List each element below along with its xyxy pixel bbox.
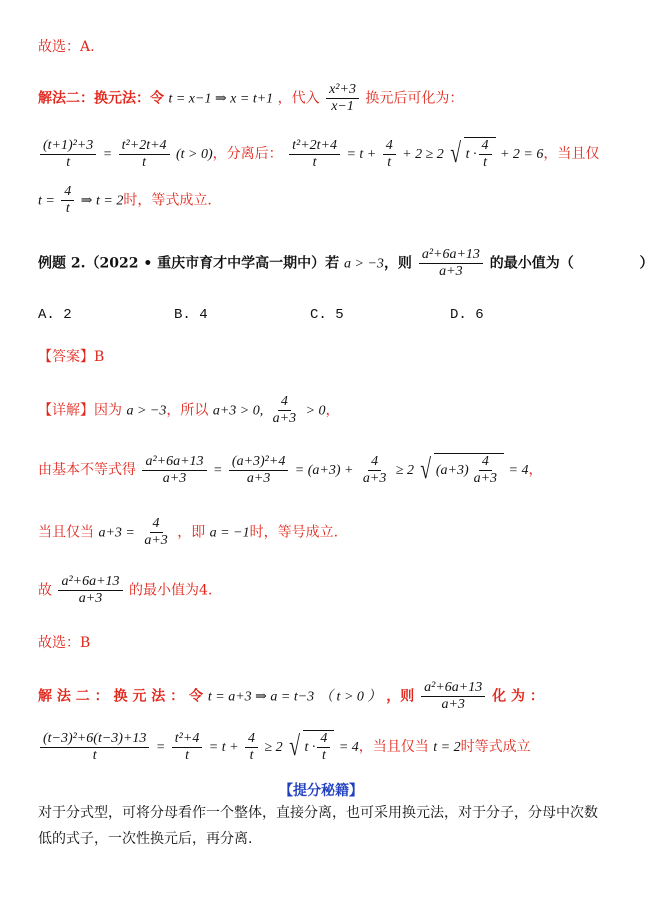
answer-line-a: 故选：A. bbox=[38, 39, 95, 55]
equality-when-line: 当且仅当 a+3 = $\frac{4}{a+3}$ ，即 a = −1时，等号成立. bbox=[38, 516, 339, 548]
example-2-question: 例题 2.（2022 • 重庆市育才中学高一期中）若 a > −3，则 $\frac{\text{a²+6a+13}}{a+3}$ 的最小值为（ ） bbox=[38, 247, 654, 279]
method2-intro-line: 解法二：换元法：令 t = x−1 ⇒ x = t+1 ，代入 $\frac{\text{x²+3}}{x-1}$ 换元后可化为： bbox=[38, 82, 464, 114]
tips-paragraph: 对于分式型，可将分母看作一个整体，直接分离，也可采用换元法，对于分子，分母中次数低的式子，一次性换元后，再分离. bbox=[38, 805, 598, 847]
basic-inequality-line: 由基本不等式得 $\frac{\text{a²+6a+13}}{a+3}$ = $\frac{\text{(a+3)²+4}}{a+3}$ = (a+3) + $\frac{4}{a+3}$ ≥ 2 √ (a+3) $\frac{4}{a+3}$ = 4， bbox=[38, 453, 543, 486]
tips-title: 【提分秘籍】 bbox=[279, 783, 363, 799]
separation-equation-line: $\frac{\text{(t+1)²+3}}{t}$ = $\frac{\text{t²+2t+4}}{t}$ (t > 0)，分离后： $\frac{\text{t²+2t+4}}{t}$ = t + $\frac{4}{t}$ + 2 ≥ 2 √ t · $\frac{4}{t}$ + 2 = 6，当且仅 bbox=[38, 137, 599, 171]
option-d: D. 6 bbox=[450, 307, 484, 323]
option-a: A. 2 bbox=[38, 307, 72, 323]
detail-line: 【详解】因为 a > −3，所以 a+3 > 0, $\frac{4}{a+3}$ > 0， bbox=[38, 394, 340, 426]
minimum-value-line: 故 $\frac{\text{a²+6a+13}}{a+3}$ 的最小值为4. bbox=[38, 574, 213, 606]
method2-equation-line: $\frac{\text{(t−3)²+6(t−3)+13}}{t}$ = $\frac{\text{t²+4}}{t}$ = t + $\frac{4}{t}$ ≥ 2 √ t · $\frac{4}{t}$ = 4，当且仅当 t = 2时等式成立 bbox=[38, 730, 531, 764]
option-c: C. 5 bbox=[310, 307, 344, 323]
method2-substitution-line: 解 法 二 ： 换 元 法 ： 令 t = a+3 ⇒ a = t−3 （ t > 0 ） ，则 $\frac{\text{a²+6a+13}}{a+3}$ 化 为 ： bbox=[38, 680, 544, 712]
equality-condition-line: t = $\frac{4}{t}$ ⇒ t = 2时，等式成立. bbox=[38, 184, 212, 216]
option-b: B. 4 bbox=[174, 307, 208, 323]
answer-label: 【答案】B bbox=[38, 349, 105, 365]
answer-line-b: 故选：B bbox=[38, 635, 91, 651]
